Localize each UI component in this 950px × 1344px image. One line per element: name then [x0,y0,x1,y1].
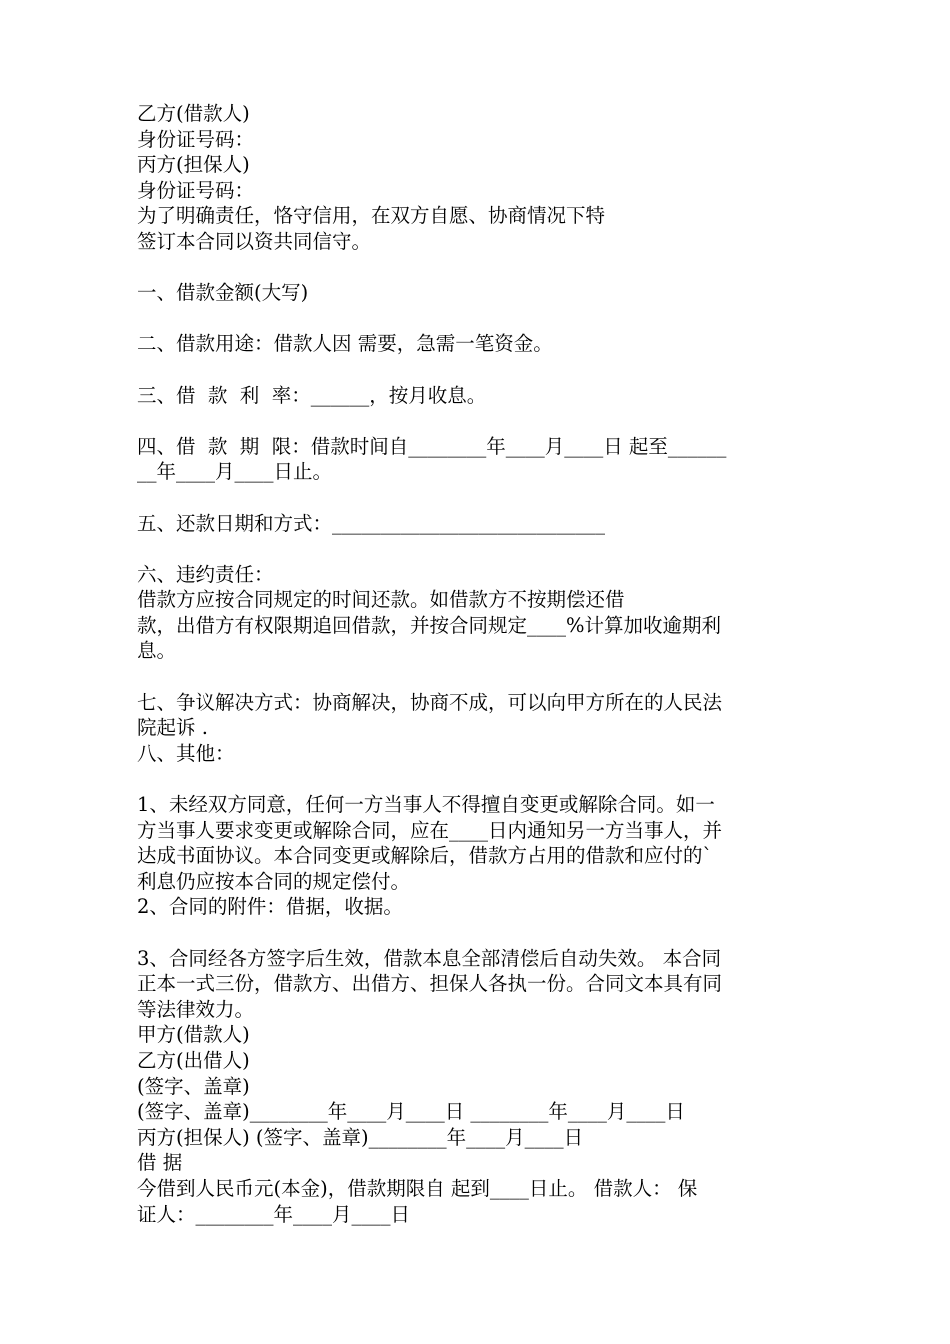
clause-2-purpose: 二、借款用途：借款人因 需要，急需一笔资金。 [137,332,553,356]
clause-4-term-line-2: __年____月____日止。 [137,460,333,484]
blank-line [137,408,817,434]
item-2: 2、合同的附件：借据，收据。 [137,895,403,919]
party-c-id-number: 身份证号码： [137,178,255,202]
party-c-guarantor: 丙方(担保人) [137,153,250,177]
item-1-line-3: 达成书面协议。本合同变更或解除后，借款方占用的借款和应付的` [137,844,713,868]
clause-5-repayment: 五、还款日期和方式：____________________________ [137,511,606,535]
receipt-line-1: 今借到人民币元(本金)，借款期限自 起到____日止。 借款人： 保 [137,1176,698,1200]
blank-line [137,920,817,946]
blank-line [137,766,817,792]
blank-line [137,536,817,562]
signature-seal-1: (签字、盖章) [137,1074,250,1098]
item-1-line-1: 1、未经双方同意，任何一方当事人不得擅自变更或解除合同。如一 [137,793,715,817]
clause-3-interest-rate: 三、借 款 利 率：______，按月收息。 [137,383,487,407]
party-b-id-number: 身份证号码： [137,127,255,151]
item-3-line-1: 3、合同经各方签字后生效，借款本息全部清偿后自动失效。 本合同 [137,946,722,970]
blank-line [137,485,817,511]
item-1-line-4: 利息仍应按本合同的规定偿付。 [137,869,411,893]
blank-line [137,357,817,383]
clause-4-term-line-1: 四、借 款 期 限：借款时间自________年____月____日 起至______ [137,434,727,458]
signature-party-c: 丙方(担保人) (签字、盖章)________年____月____日 [137,1125,584,1149]
clause-7-line-2: 院起诉 . [137,716,208,740]
clause-6-line-1: 借款方应按合同规定的时间还款。如借款方不按期偿还借 [137,588,625,612]
item-3-line-2: 正本一式三份，借款方、出借方、担保人各执一份。合同文本具有同 [137,972,723,996]
signature-party-a: 甲方(借款人) [137,1023,250,1047]
clause-6-heading: 六、违约责任： [137,562,274,586]
blank-line [137,306,817,332]
blank-line [137,255,817,281]
party-b-borrower: 乙方(借款人) [137,102,250,125]
preamble-line-1: 为了明确责任，恪守信用，在双方自愿、协商情况下特 [137,204,606,228]
receipt-line-2: 证人：________年____月____日 [137,1202,411,1226]
receipt-title: 借 据 [137,1151,183,1175]
blank-line [137,664,817,690]
clause-7-line-1: 七、争议解决方式：协商解决，协商不成，可以向甲方所在的人民法 [137,690,723,714]
item-1-line-2: 方当事人要求变更或解除合同，应在____日内通知另一方当事人，并 [137,818,723,842]
item-3-line-3: 等法律效力。 [137,997,255,1021]
signature-seal-dates: (签字、盖章)________年____月____日 ________年____月____日 [137,1100,685,1124]
clause-6-line-2: 款，出借方有权限期追回借款，并按合同规定____%计算加收逾期利 [137,613,722,637]
signature-party-b: 乙方(出借人) [137,1048,250,1072]
clause-8-heading: 八、其他： [137,741,235,765]
preamble-line-2: 签订本合同以资共同信守。 [137,229,372,253]
clause-6-line-3: 息。 [137,639,177,663]
clause-1-amount: 一、借款金额(大写) [137,281,309,305]
contract-document [137,101,817,1227]
